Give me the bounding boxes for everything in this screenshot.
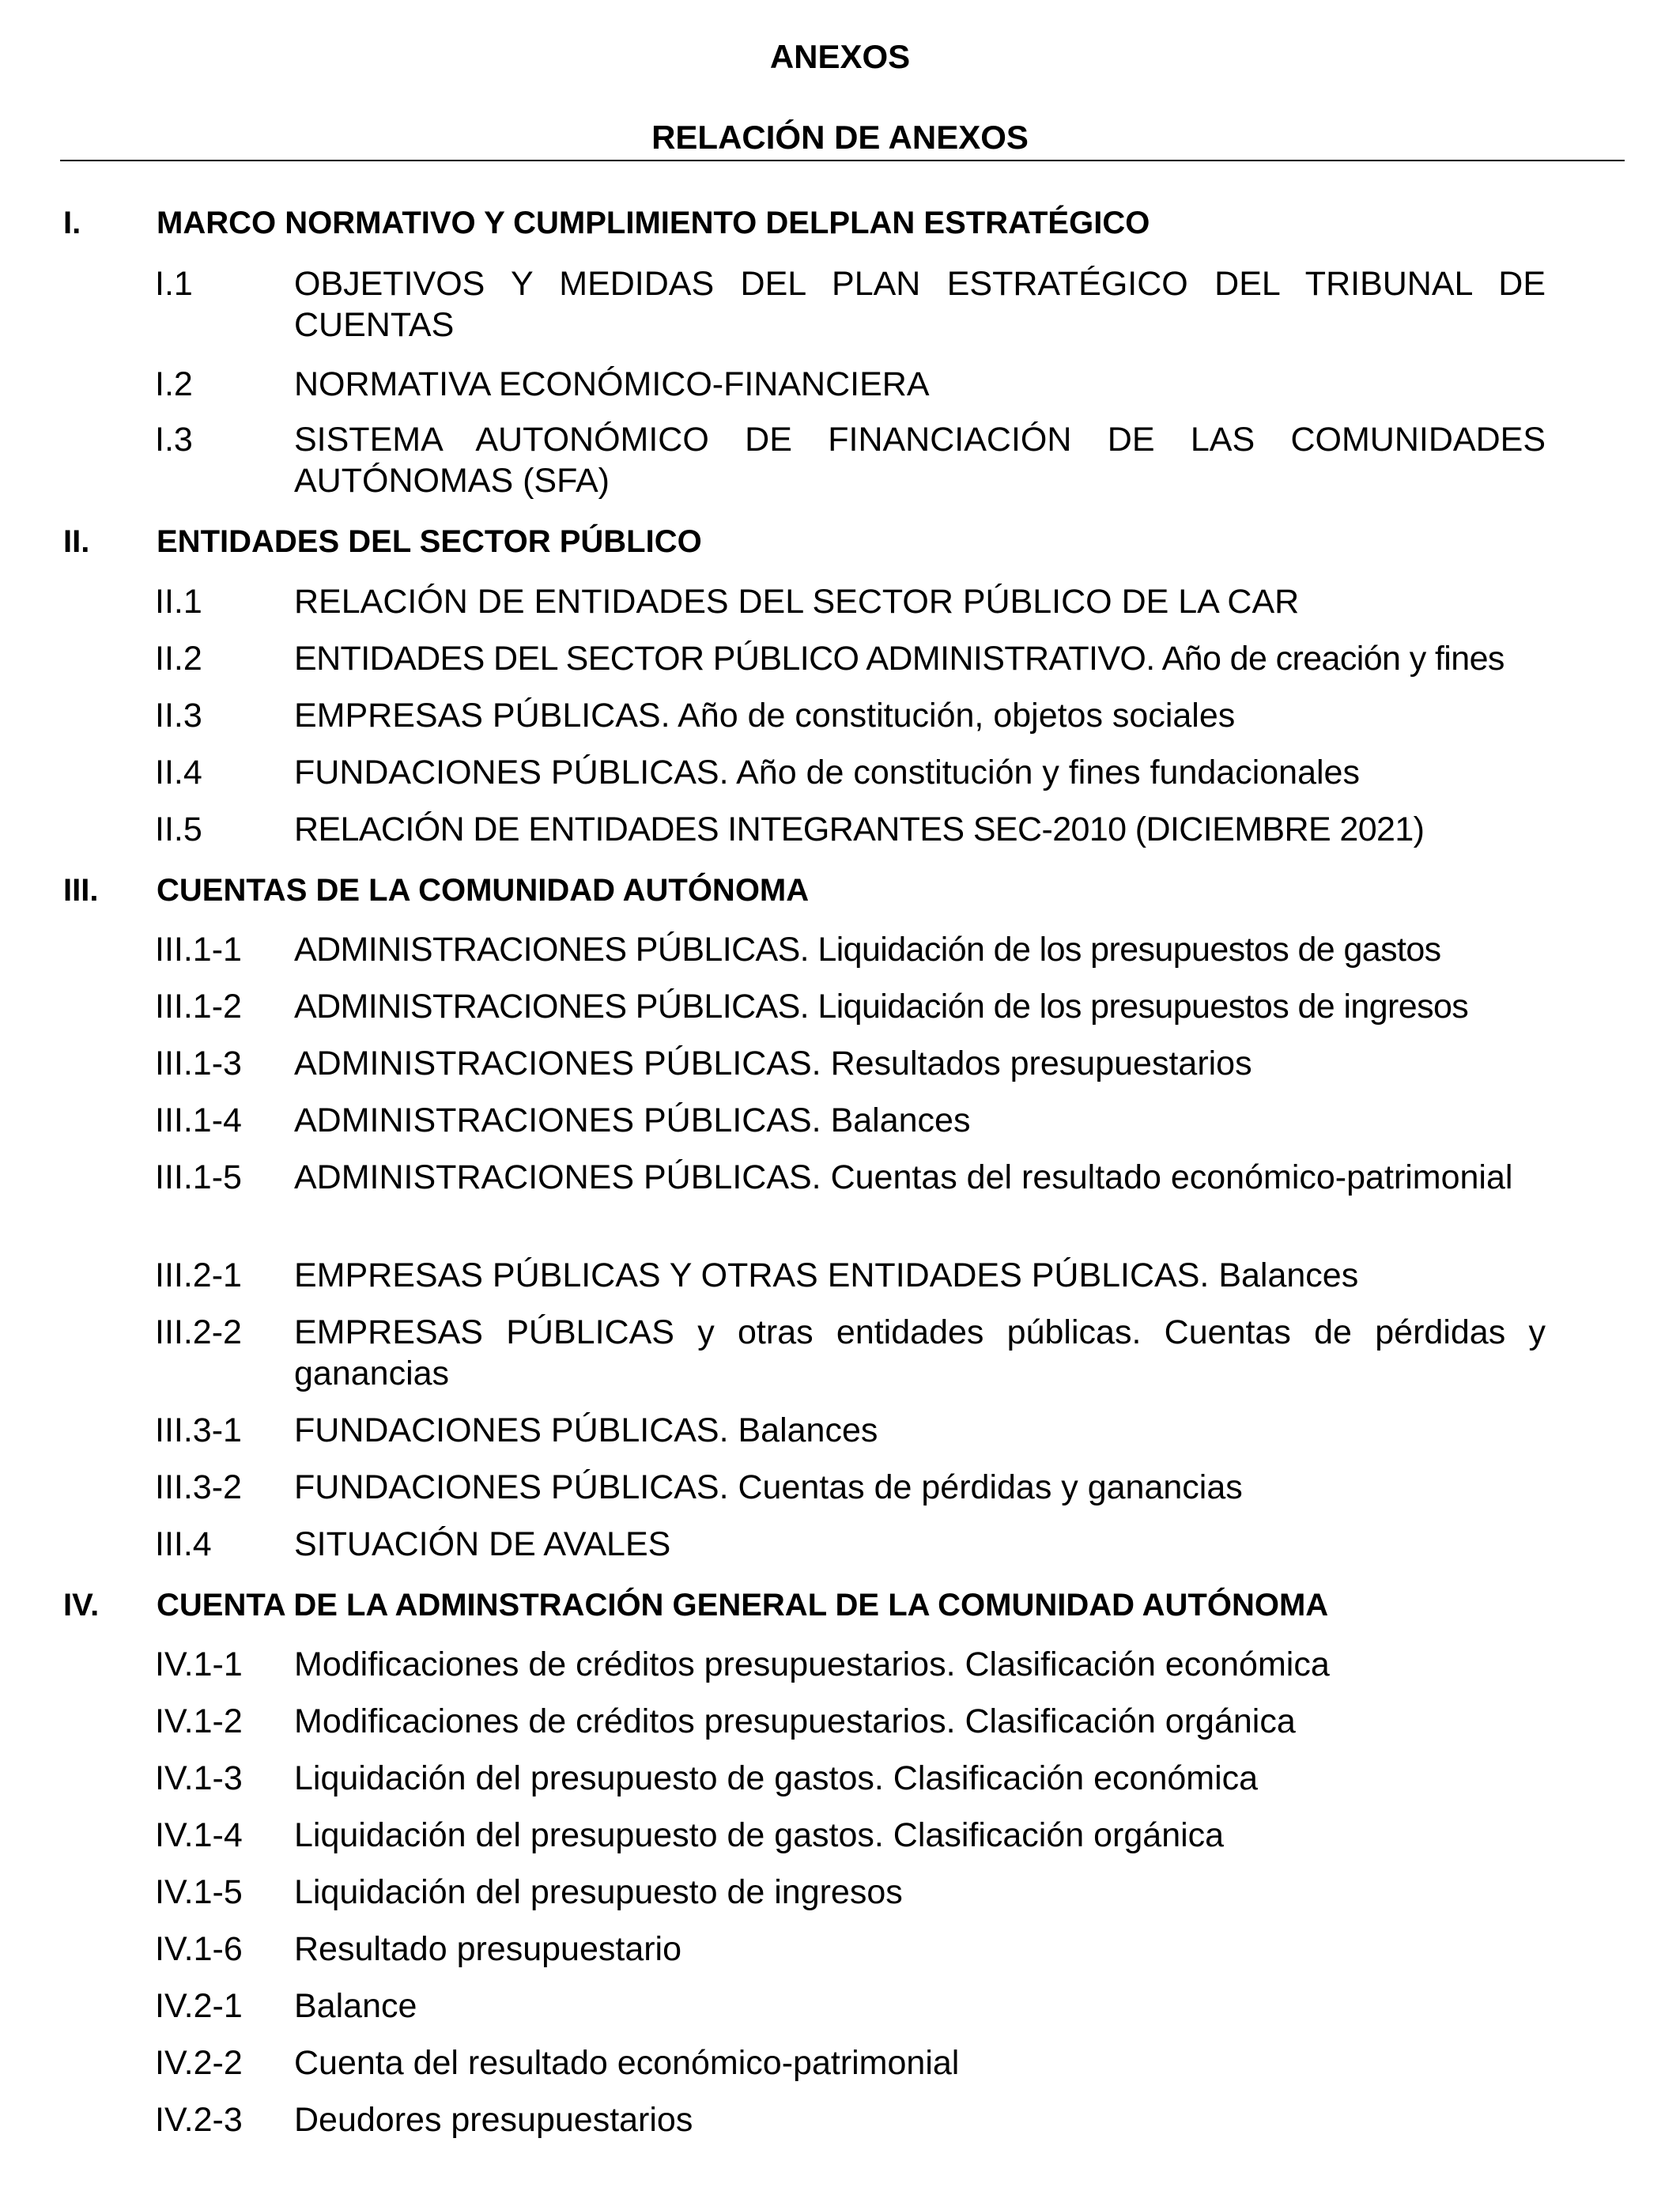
- annex-code: IV.1-4: [155, 1816, 243, 1854]
- section-number: IV.: [63, 1588, 100, 1623]
- annex-code: II.2: [155, 640, 202, 678]
- annex-code: III.2-1: [155, 1256, 242, 1294]
- annex-code: I.3: [155, 421, 193, 459]
- annex-code: III.4: [155, 1525, 212, 1563]
- annex-code: II.3: [155, 697, 202, 735]
- section-title: CUENTAS DE LA COMUNIDAD AUTÓNOMA: [157, 873, 810, 908]
- annex-title: NORMATIVA ECONÓMICO-FINANCIERA: [294, 365, 930, 403]
- annex-code: II.5: [155, 810, 202, 848]
- annex-title: Liquidación del presupuesto de gastos. Clasificación económica: [294, 1759, 1259, 1797]
- annex-title: EMPRESAS PÚBLICAS. Año de constitución, objetos sociales: [294, 697, 1236, 735]
- annex-title: Modificaciones de créditos presupuestarios. Clasificación orgánica: [294, 1702, 1296, 1740]
- annex-title: ADMINISTRACIONES PÚBLICAS. Resultados presupuestarios: [294, 1045, 1252, 1082]
- page-title: ANEXOS: [769, 38, 911, 75]
- annex-code: III.3-2: [155, 1468, 242, 1506]
- annex-title: Resultado presupuestario: [294, 1930, 682, 1968]
- annex-title: Modificaciones de créditos presupuestarios. Clasificación económica: [294, 1645, 1330, 1683]
- annex-code: II.1: [155, 583, 202, 621]
- annex-title: FUNDACIONES PÚBLICAS. Cuentas de pérdidas y ganancias: [294, 1468, 1243, 1506]
- annex-code: I.2: [155, 365, 193, 403]
- annex-code: III.3-1: [155, 1411, 242, 1449]
- title-divider: [60, 160, 1625, 161]
- annex-title: EMPRESAS PÚBLICAS y otras entidades públicas. Cuentas de pérdidas y ganancias: [294, 1313, 1546, 1392]
- annex-title: Liquidación del presupuesto de ingresos: [294, 1873, 903, 1911]
- section-title: MARCO NORMATIVO Y CUMPLIMIENTO DELPLAN ESTRATÉGICO: [157, 206, 1150, 240]
- annex-code: IV.1-2: [155, 1702, 243, 1740]
- annex-code: II.4: [155, 754, 202, 791]
- page-subtitle: RELACIÓN DE ANEXOS: [651, 119, 1029, 156]
- section-title: ENTIDADES DEL SECTOR PÚBLICO: [157, 524, 702, 559]
- annex-title: SITUACIÓN DE AVALES: [294, 1525, 671, 1563]
- annex-title: OBJETIVOS Y MEDIDAS DEL PLAN ESTRATÉGICO DEL TRIBUNAL DE CUENTAS: [294, 265, 1546, 344]
- annex-title: RELACIÓN DE ENTIDADES INTEGRANTES SEC-2010 (DICIEMBRE 2021): [294, 810, 1425, 848]
- annex-code: III.1-5: [155, 1158, 242, 1196]
- annex-title: ADMINISTRACIONES PÚBLICAS. Balances: [294, 1101, 971, 1139]
- annex-title: FUNDACIONES PÚBLICAS. Balances: [294, 1411, 878, 1449]
- annex-code: I.1: [155, 265, 193, 303]
- annex-title: ADMINISTRACIONES PÚBLICAS. Liquidación de los presupuestos de gastos: [294, 931, 1441, 969]
- section-title: CUENTA DE LA ADMINSTRACIÓN GENERAL DE LA COMUNIDAD AUTÓNOMA: [157, 1588, 1329, 1623]
- annex-code: III.1-1: [155, 931, 242, 969]
- annex-title: Deudores presupuestarios: [294, 2101, 693, 2139]
- section-number: I.: [63, 206, 81, 240]
- annex-title: RELACIÓN DE ENTIDADES DEL SECTOR PÚBLICO DE LA CAR: [294, 583, 1300, 621]
- annex-code: III.1-3: [155, 1045, 242, 1082]
- annex-title: ENTIDADES DEL SECTOR PÚBLICO ADMINISTRATIVO. Año de creación y fines: [294, 640, 1504, 678]
- section-number: II.: [63, 524, 90, 559]
- annex-code: IV.1-1: [155, 1645, 243, 1683]
- annex-code: III.2-2: [155, 1313, 242, 1351]
- annex-code: III.1-2: [155, 988, 242, 1026]
- annex-code: IV.2-3: [155, 2101, 243, 2139]
- annex-title: ADMINISTRACIONES PÚBLICAS. Cuentas del resultado económico-patrimonial: [294, 1158, 1513, 1196]
- annex-title: FUNDACIONES PÚBLICAS. Año de constitución y fines fundacionales: [294, 754, 1360, 791]
- annex-code: IV.1-6: [155, 1930, 243, 1968]
- annex-code: IV.2-1: [155, 1987, 243, 2025]
- section-number: III.: [63, 873, 99, 908]
- annex-title: SISTEMA AUTONÓMICO DE FINANCIACIÓN DE LAS COMUNIDADES AUTÓNOMAS (SFA): [294, 421, 1546, 500]
- annex-title: Liquidación del presupuesto de gastos. Clasificación orgánica: [294, 1816, 1225, 1854]
- annex-code: IV.1-3: [155, 1759, 243, 1797]
- annex-code: III.1-4: [155, 1101, 242, 1139]
- annex-title: EMPRESAS PÚBLICAS Y OTRAS ENTIDADES PÚBLICAS. Balances: [294, 1256, 1359, 1294]
- annex-code: IV.2-2: [155, 2044, 243, 2082]
- annex-title: Balance: [294, 1987, 417, 2025]
- annex-code: IV.1-5: [155, 1873, 243, 1911]
- annex-title: ADMINISTRACIONES PÚBLICAS. Liquidación de los presupuestos de ingresos: [294, 988, 1469, 1026]
- annex-title: Cuenta del resultado económico-patrimonial: [294, 2044, 960, 2082]
